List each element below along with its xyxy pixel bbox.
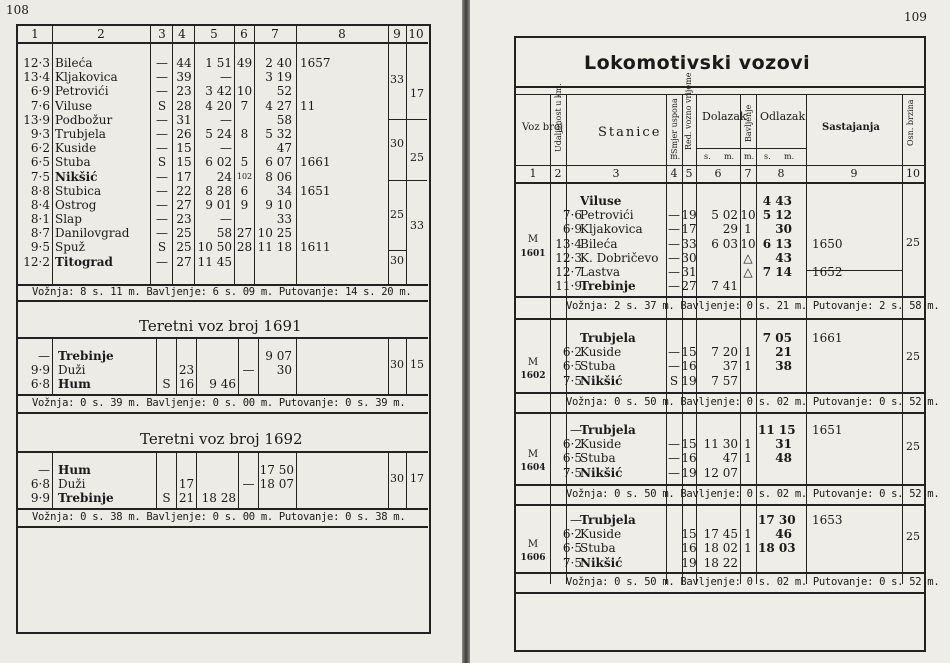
speed-value: 25 xyxy=(906,350,920,363)
summary-1604: Vožnja: 0 s. 50 m. Bavljenje: 0 s. 02 m. Putovanje: 0 s. 52 m. xyxy=(566,488,940,500)
left-page: 108 1 2 3 4 5 6 7 8 9 10 12·3 13·4 6·9 7·6 13·9 9·3 6·2 6·5 7·5 8·8 8·4 8·1 8·7 9·5 12·2 Bileća Kljakovica Petrovići Viluse Podbožur Trubjela Kuside Stuba Nikšić Stubica Ostrog Slap Danilovgrad Spuž Titograd — — — S — — — S — — — — — S — 44 39 23 28 31 26 15 15 17 22 27 23 25 25 27 1 51 — 3 42 4 20 — 5 24 — 6 02 24 8 28 9 01 — 58 10 50 11 45 49 10 7 8 5 102 6 9 27 28 2 40 3 19 52 4 27 58 5 32 47 6 07 8 06 34 9 10 33 10 25 11 18 1657 11 1661 1651 1611 33 30 25 30 17 25 33 Vožnja: 8 s. 11 m. Bavljenje: 6 s. 09 m. Putovanje: 14 s. 20 m. Teretni voz broj 1691 — 9·9 6·8 Trebinje Duži Hum S 23 16 9 46 — 9 07 30 30 15 Vožnja: 0 s. 39 m. Bavljenje: 0 s. 00 m. Putovanje: 0 s. 39 m. Teretni voz broj 1692 — 6·8 9·9 Hum Duži Trebinje S 17 21 18 28 — 17 50 18 07 30 17 Vožnja: 0 s. 38 m. Bavljenje: 0 s. 00 m. Putovanje: 0 s. 38 m. xyxy=(0,0,462,663)
arrival-column-1692: 18 28 xyxy=(201,491,236,506)
hdr-bavljenje: Bavljenje xyxy=(744,104,753,142)
speed-value: 25 xyxy=(906,440,920,453)
stop-column: 1 1 xyxy=(744,345,752,374)
meet-column: 1651 xyxy=(812,423,843,437)
km-column: 6·2 6·5 7·5 xyxy=(562,345,582,388)
departure-column: 17 30 46 18 03 xyxy=(758,513,796,556)
col9-value: 30 xyxy=(390,137,404,150)
departure-column-1691: 9 07 30 xyxy=(265,349,292,378)
km-column-1692: — 6·8 9·9 xyxy=(30,463,50,506)
col-number: 6 xyxy=(240,27,248,41)
summary-1601: Vožnja: 2 s. 37 m. Bavljenje: 0 s. 21 m. Putovanje: 2 s. 58 m. xyxy=(566,300,940,312)
arrival-column-1691: 9 46 xyxy=(209,377,236,392)
col-number: 4 xyxy=(178,27,186,41)
meet-column: 1653 xyxy=(812,513,843,527)
departure-column: 2 40 3 19 52 4 27 58 5 32 47 6 07 8 06 34 9 10 33 10 25 11 18 xyxy=(257,56,292,255)
col-number: 8 xyxy=(338,27,346,41)
voz-prefix: M xyxy=(527,234,539,245)
book-gutter xyxy=(462,0,470,663)
summary-1606: Vožnja: 0 s. 50 m. Bavljenje: 0 s. 02 m. Putovanje: 0 s. 52 m. xyxy=(566,576,940,588)
page-number-right: 109 xyxy=(904,10,927,24)
col-number: 2 xyxy=(97,27,105,41)
meet-column: 1650 1652 xyxy=(812,236,843,279)
hdr-dolazak: Dolazak xyxy=(702,110,747,123)
station-column-1692: Hum Duži Trebinje xyxy=(58,463,114,506)
col10-1691: 15 xyxy=(410,358,424,371)
runtime-column-1692: 17 21 xyxy=(178,477,195,506)
section-title-1691: Teretni voz broj 1691 xyxy=(139,317,302,335)
station-column: Trubjela Kuside Stuba Nikšić xyxy=(580,331,636,388)
runtime-column: 15 16 19 xyxy=(681,437,697,480)
summary-1692: Vožnja: 0 s. 38 m. Bavljenje: 0 s. 00 m. Putovanje: 0 s. 38 m. xyxy=(32,511,406,523)
col9-1692: 30 xyxy=(390,472,404,485)
col10-value: 33 xyxy=(410,219,424,232)
runtime-column: 15 16 19 xyxy=(681,527,697,570)
flag-column: — — — xyxy=(668,437,680,480)
col-number: 10 xyxy=(408,27,424,41)
summary-1602: Vožnja: 0 s. 50 m. Bavljenje: 0 s. 02 m. Putovanje: 0 s. 52 m. xyxy=(566,396,940,408)
station-column: Bileća Kljakovica Petrovići Viluse Podbožur Trubjela Kuside Stuba Nikšić Stubica Ostrog Slap Danilovgrad Spuž Titograd xyxy=(55,56,130,269)
hdr-voz: Voz broj xyxy=(522,122,564,133)
meet-column: 1657 11 1661 1651 1611 xyxy=(300,56,331,255)
arrival-column: 1 51 — 3 42 4 20 — 5 24 — 6 02 24 8 28 9 01 — 58 10 50 11 45 xyxy=(197,56,232,269)
station-column: Viluse Petrovići Kljakovica Bileća K. Dobričevo Lastva Trebinje xyxy=(580,194,659,294)
flag-column-1692: S xyxy=(162,491,171,506)
hdr-stanice: Stanice xyxy=(598,125,662,140)
flag-column: — — — S — — — S — — — — — S — xyxy=(156,56,168,269)
col9-value: 30 xyxy=(390,254,404,267)
flag-column-1691: S xyxy=(162,377,171,392)
meet-column: 1661 xyxy=(812,331,843,345)
station-column-1691: Trebinje Duži Hum xyxy=(58,349,114,392)
runtime-column-1691: 23 16 xyxy=(178,363,195,392)
hdr-red-vozno: Red. vozno vrijeme xyxy=(684,72,693,150)
col10-value: 17 xyxy=(410,87,424,100)
col-number: 3 xyxy=(158,27,166,41)
runtime-column: 44 39 23 28 31 26 15 15 17 22 27 23 25 25 27 xyxy=(176,56,192,269)
flag-column: — — S xyxy=(668,345,680,388)
station-column: Trubjela Kuside Stuba Nikšić xyxy=(580,513,636,570)
hdr-odlazak: Odlazak xyxy=(760,110,806,123)
stop-column: 49 10 7 8 5 102 6 9 27 28 xyxy=(236,56,253,255)
runtime-column: 15 16 19 xyxy=(681,345,697,388)
km-column-1691: — 9·9 6·8 xyxy=(30,349,50,392)
voz-number: 1602 xyxy=(520,371,546,381)
arrival-column: 11 30 47 12 07 xyxy=(703,437,738,480)
hdr-udaljenost: Udaljenost u km. xyxy=(554,83,563,152)
stop-column: 1 1 xyxy=(744,437,752,466)
voz-number: 1604 xyxy=(520,463,546,473)
departure-column-1692: 17 50 18 07 xyxy=(259,463,294,492)
km-column: 7·6 6·9 13·4 12·3 12·7 11·9 xyxy=(555,208,582,294)
departure-column: 7 05 21 38 xyxy=(762,331,792,374)
page-title: Lokomotivski vozovi xyxy=(584,52,811,74)
km-column: — 6·2 6·5 7·5 xyxy=(562,513,582,570)
hdr-sastajanja: Sastajanja xyxy=(822,122,880,133)
hdr-osn-brzina: Osn. brzina xyxy=(906,99,915,146)
col-number: 1 xyxy=(31,27,39,41)
summary-main: Vožnja: 8 s. 11 m. Bavljenje: 6 s. 09 m. Putovanje: 14 s. 20 m. xyxy=(32,286,412,298)
arrival-column: 5 02 29 6 03 7 41 xyxy=(711,208,738,294)
runtime-column: 19 17 33 30 31 27 xyxy=(681,208,697,294)
section-title-1692: Teretni voz broj 1692 xyxy=(140,430,303,448)
station-column: Trubjela Kuside Stuba Nikšić xyxy=(580,423,636,480)
col9-1691: 30 xyxy=(390,358,404,371)
departure-column: 4 43 5 12 30 6 13 43 7 14 xyxy=(762,194,792,279)
km-column: 12·3 13·4 6·9 7·6 13·9 9·3 6·2 6·5 7·5 8·8 8·4 8·1 8·7 9·5 12·2 xyxy=(23,56,50,269)
summary-1691: Vožnja: 0 s. 39 m. Bavljenje: 0 s. 00 m. Putovanje: 0 s. 39 m. xyxy=(32,397,406,409)
col-number: 5 xyxy=(210,27,218,41)
arrival-column: 17 45 18 02 18 22 xyxy=(703,527,738,570)
stop-column: 1 1 xyxy=(744,527,752,556)
page-number-left: 108 xyxy=(6,3,29,17)
voz-number: 1601 xyxy=(520,249,546,259)
stop-column: 10 1 10 △ △ xyxy=(740,208,756,279)
voz-prefix: M xyxy=(527,539,539,550)
voz-prefix: M xyxy=(527,357,539,368)
speed-value: 25 xyxy=(906,236,920,249)
voz-prefix: M xyxy=(527,449,539,460)
departure-column: 11 15 31 48 xyxy=(758,423,796,466)
col10-1692: 17 xyxy=(410,472,424,485)
km-column: — 6·2 6·5 7·5 xyxy=(562,423,582,480)
col-number: 7 xyxy=(271,27,279,41)
speed-value: 25 xyxy=(906,530,920,543)
col9-value: 33 xyxy=(390,73,404,86)
voz-number: 1606 xyxy=(520,553,546,563)
col-number: 9 xyxy=(393,27,401,41)
col9-value: 25 xyxy=(390,208,404,221)
col10-value: 25 xyxy=(410,151,424,164)
right-page: 109 Lokomotivski vozovi Voz broj Udaljenost u km. Stanice Smjer uspona Red. vozno vrijeme Dolazak Bavljenje Odlazak Sastajanja Osn. brzina m. s. m. m. s. m. 1 2 3 4 5 6 7 8 9 10 M 1601 7·6 6·9 13·4 12·3 12·7 11·9 Viluse Petrovići Kljakovica Bileća K. Dobričevo Lastva Trebinje — — — — — — 19 17 33 30 31 27 5 02 29 6 03 7 41 10 1 10 △ △ 4 43 5 12 30 6 13 43 7 14 1650 1652 25 Vožnja: 2 s. 37 m. Bavljenje: 0 s. 21 m. Putovanje: 2 s. 58 m. M 1602 6·2 6·5 7·5 Trubjela Kuside Stuba Nikšić — — S 15 16 19 7 20 37 7 57 1 1 7 05 21 38 1661 25 Vožnja: 0 s. 50 m. Bavljenje: 0 s. 02 m. Putovanje: 0 s. 52 m. M 1604 — 6·2 6·5 7·5 Trubjela Kuside Stuba Nikšić — — — 15 16 19 11 30 47 12 07 1 1 11 15 31 48 1651 25 Vožnja: 0 s. 50 m. Bavljenje: 0 s. 02 m. Putovanje: 0 s. 52 m. M 1606 — 6·2 6·5 7·5 Trubjela Kuside Stuba Nikšić 15 16 19 17 45 18 02 18 22 1 1 17 30 46 18 03 1653 25 Vožnja: 0 s. 50 m. Bavljenje: 0 s. 02 m. Putovanje: 0 s. 52 m. xyxy=(470,0,950,663)
arrival-column: 7 20 37 7 57 xyxy=(711,345,738,388)
hdr-smjer: Smjer uspona xyxy=(670,98,679,154)
flag-column: — — — — — — xyxy=(668,208,680,294)
